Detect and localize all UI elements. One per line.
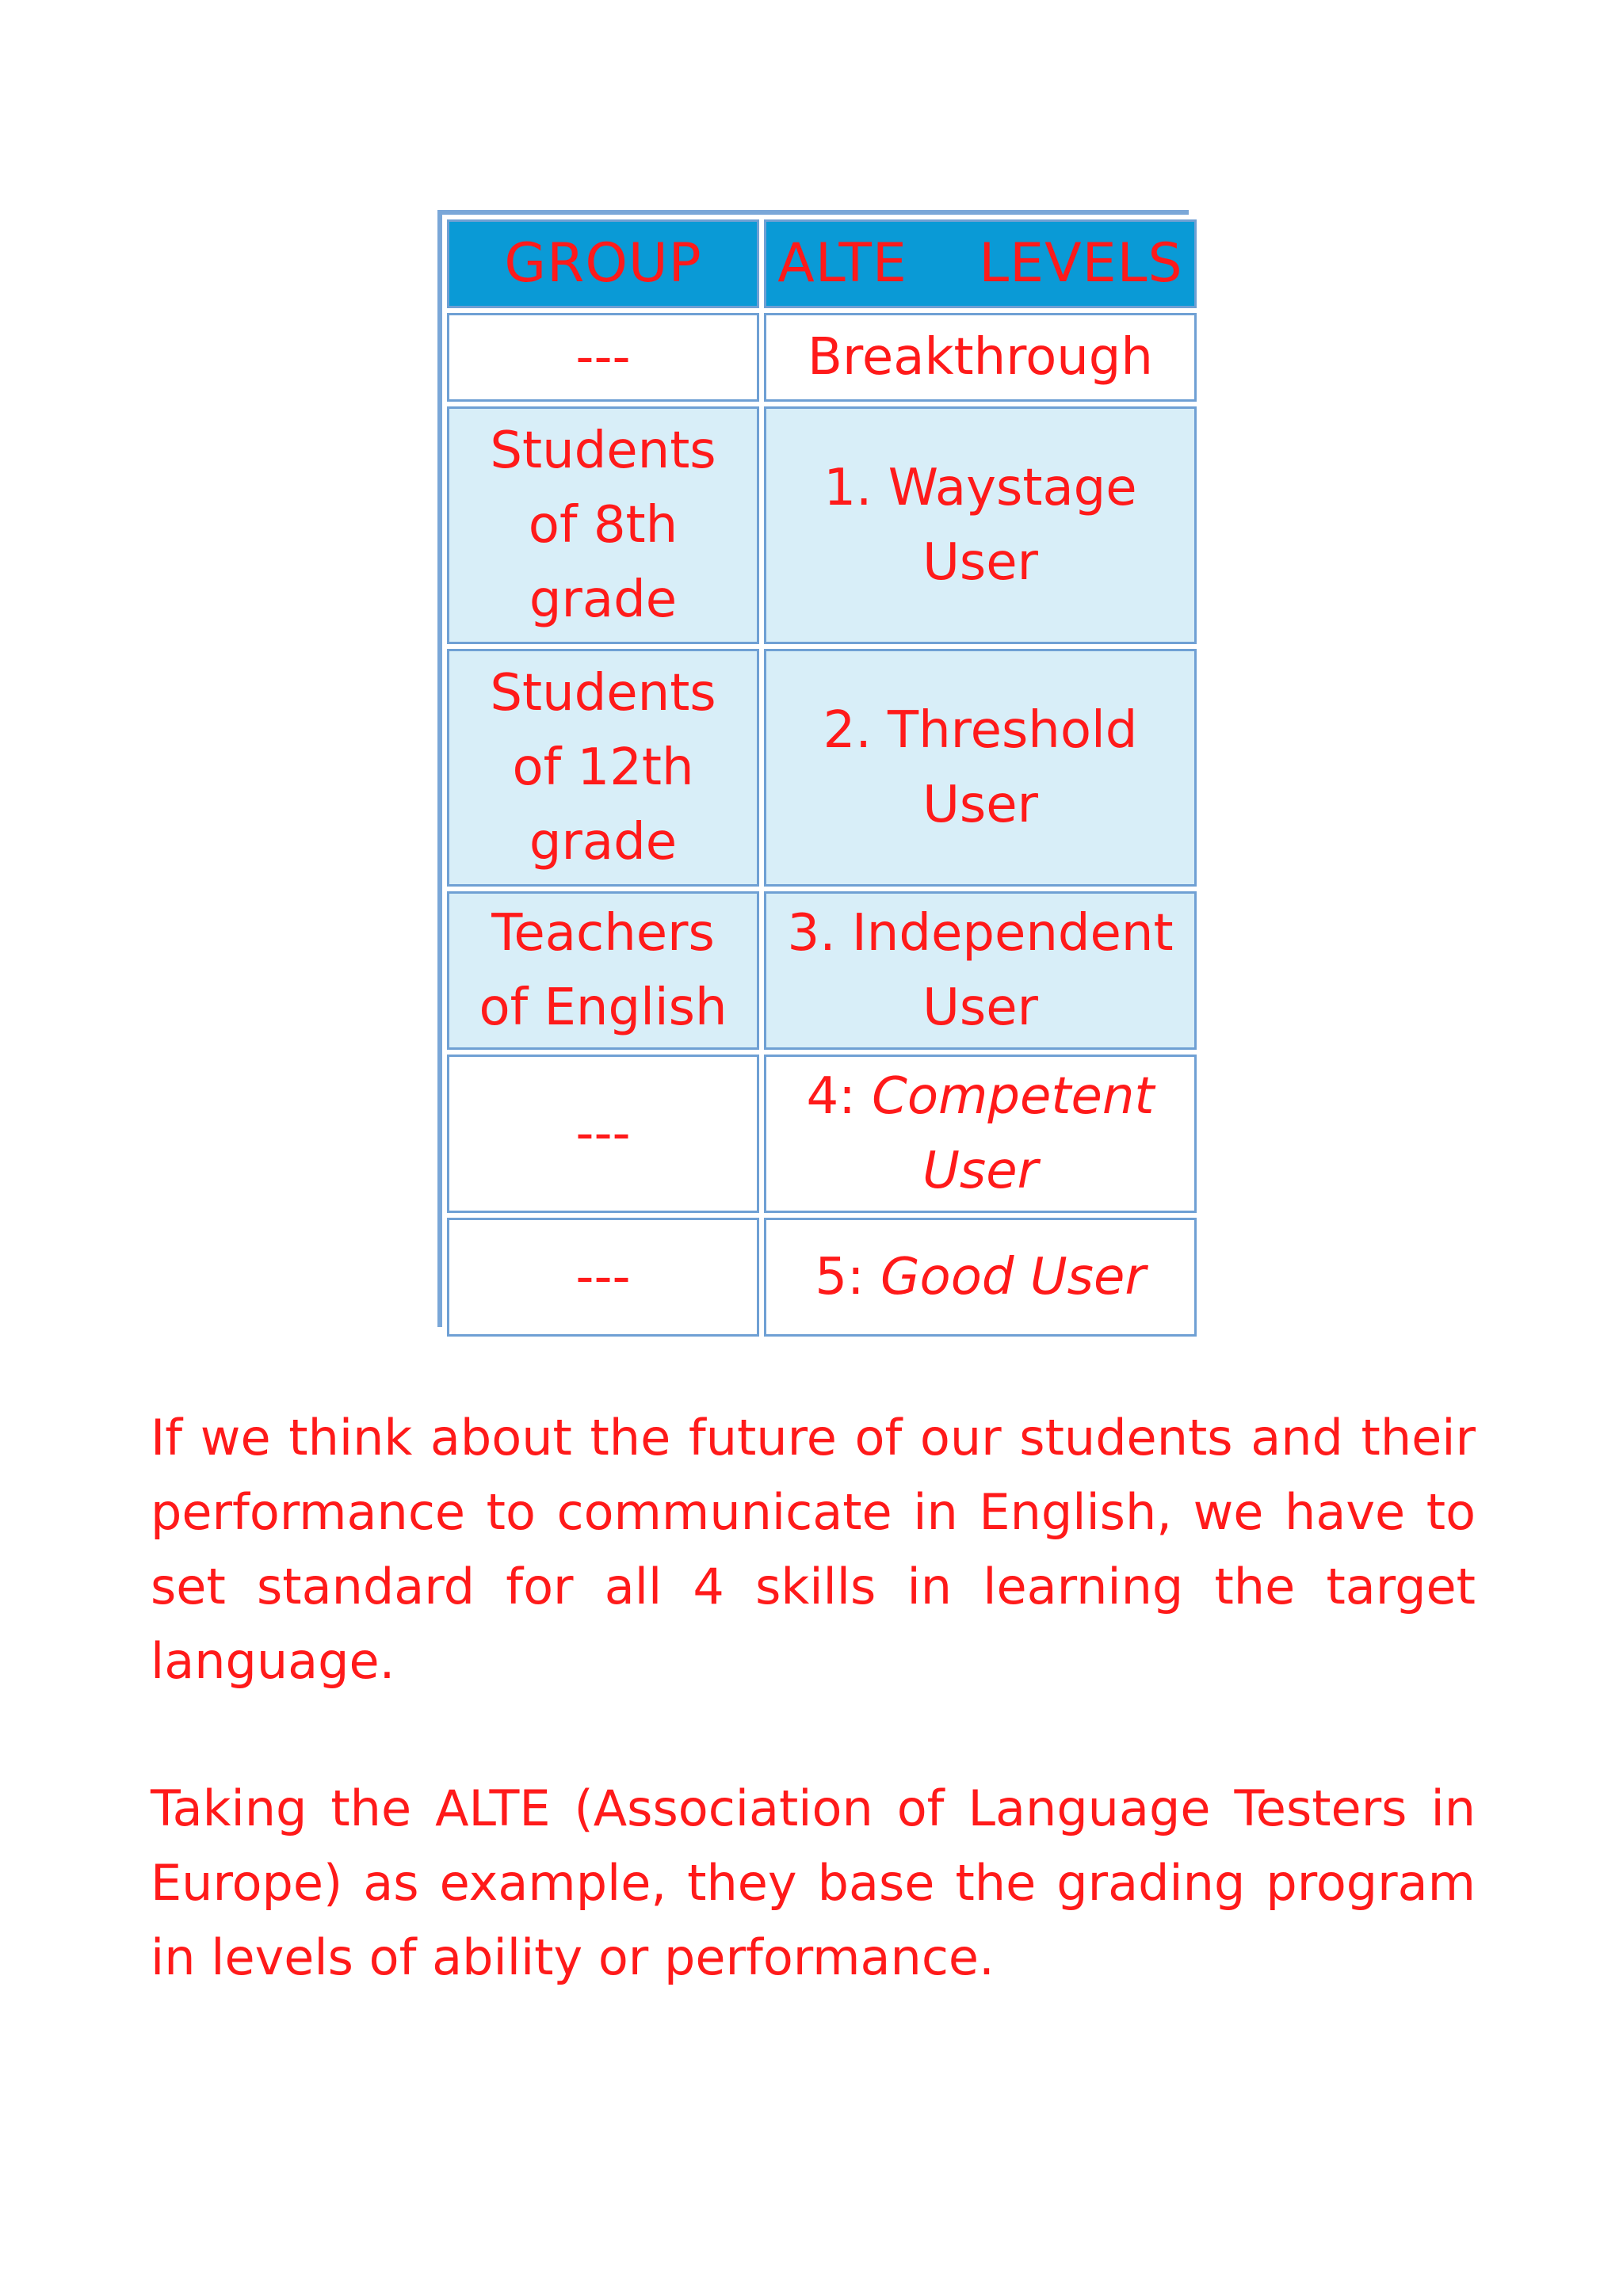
header-group: GROUP [447,219,759,308]
level-cell [764,1055,1197,1213]
level-text: Good User [880,1248,1146,1306]
header-alte-levels: ALTE LEVELS [764,219,1197,308]
group-text: Students of 12th grade [490,664,716,871]
group-cell: --- [447,313,759,402]
group-text: Teachers of English [479,904,727,1037]
paragraph-future-students: If we think about the future of our students and their performance to communicate in English, we have to set standard for all 4 skills in learning the target language. [151,1409,1476,1690]
level-cell [764,1218,1197,1337]
table-row [447,1218,1197,1337]
group-cell: --- [447,1218,759,1337]
level-text: 2. Threshold User [823,701,1138,834]
group-cell: --- [447,1055,759,1213]
table-row [447,649,1197,887]
group-cell [447,406,759,644]
level-cell [764,891,1197,1050]
group-cell [447,891,759,1050]
table-row [447,406,1197,644]
group-cell [447,649,759,887]
level-prefix: 4: [806,1067,873,1126]
level-text: Breakthrough [808,328,1153,387]
level-prefix: 5: [815,1248,880,1306]
level-cell [764,313,1197,402]
level-text: 3. Independent User [787,904,1174,1037]
table-row [447,891,1197,1050]
level-text: 1. Waystage User [823,459,1137,592]
group-text: Students of 8th grade [490,421,716,629]
table-row [447,1055,1197,1213]
level-cell [764,649,1197,887]
paragraph-alte-example: Taking the ALTE (Association of Language Testers in Europe) as example, they base the grading program in levels of ability or performance. [151,1779,1476,1986]
level-text: Competent User [872,1067,1155,1200]
alte-levels-table [442,215,1201,1341]
table-header-row [447,219,1197,308]
table-row [447,313,1197,402]
alte-levels-table-frame [437,210,1189,1327]
level-cell [764,406,1197,644]
